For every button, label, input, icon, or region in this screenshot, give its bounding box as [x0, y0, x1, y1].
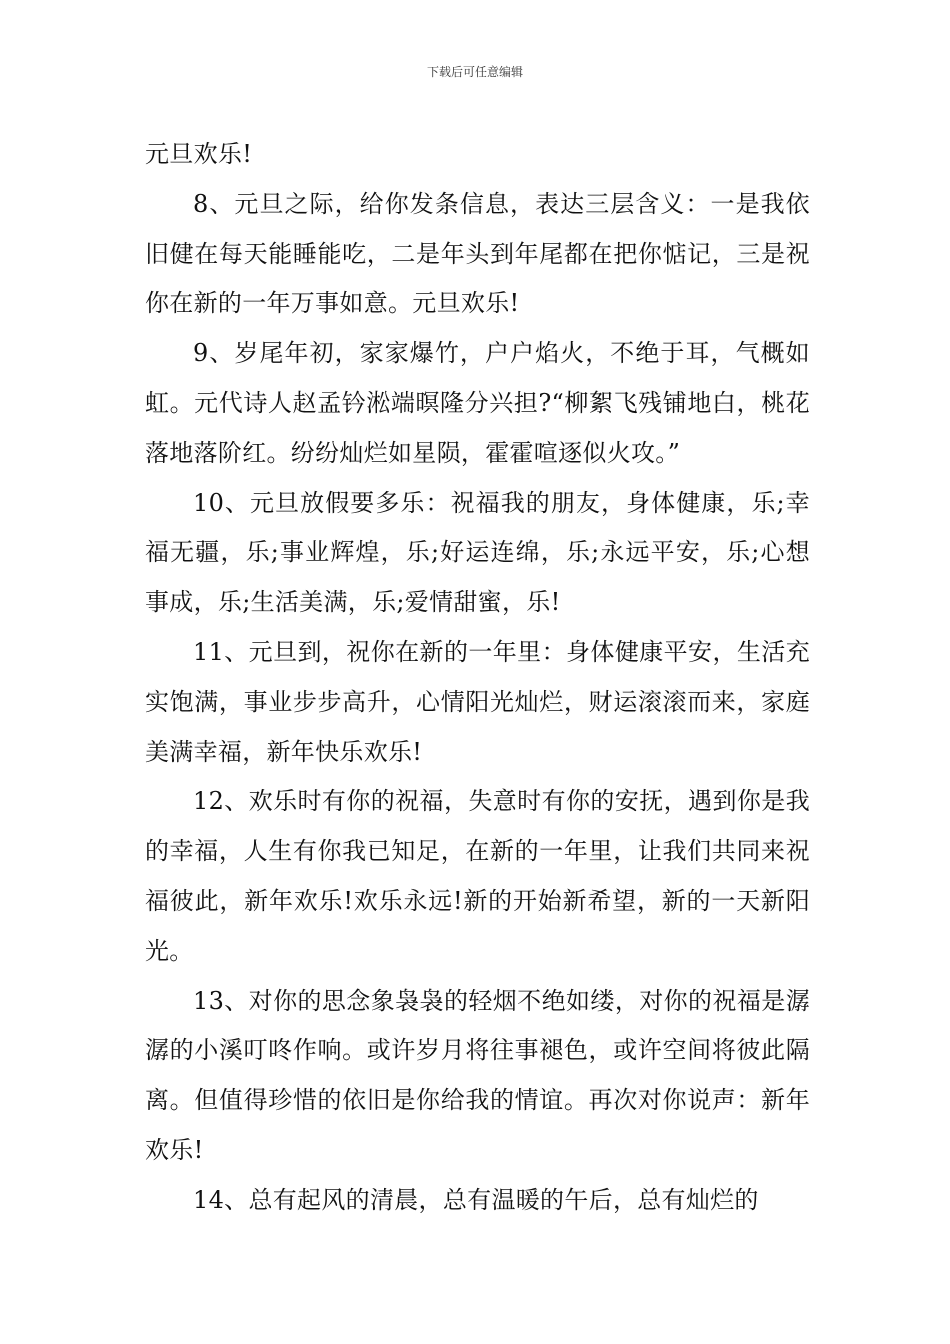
paragraph-5: 11、元旦到，祝你在新的一年里：身体健康平安，生活充实饱满，事业步步高升，心情阳光灿烂，财运滚滚而来，家庭美满幸福，新年快乐欢乐!: [145, 637, 810, 766]
page-header: 下载后可任意编辑: [426, 65, 523, 79]
paragraph-7: 13、对你的思念象袅袅的轻烟不绝如缕，对你的祝福是潺潺的小溪叮咚作响。或许岁月将往事褪色，或许空间将彼此隔离。但值得珍惜的依旧是你给我的情谊。再次对你说声：新年欢乐!: [145, 986, 810, 1164]
document-body: [145, 130, 810, 1226]
paragraph-8: 14、总有起风的清晨，总有温暖的午后，总有灿烂的: [193, 1185, 759, 1214]
paragraph-2: 8、元旦之际，给你发条信息，表达三层含义：一是我依旧健在每天能睡能吃，二是年头到年尾都在把你惦记，三是祝你在新的一年万事如意。元旦欢乐!: [145, 189, 810, 318]
paragraph-1: 元旦欢乐!: [145, 140, 253, 168]
paragraph-6: 12、欢乐时有你的祝福，失意时有你的安抚，遇到你是我的幸福，人生有你我已知足，在新的一年里，让我们共同来祝福彼此，新年欢乐!欢乐永远!新的开始新希望，新的一天新阳光。: [145, 787, 810, 965]
paragraph-4: 10、元旦放假要多乐：祝福我的朋友，身体健康，乐;幸福无疆，乐;事业辉煌，乐;好运连绵，乐;永远平安，乐;心想事成，乐;生活美满，乐;爱情甜蜜，乐!: [145, 488, 810, 617]
paragraph-3: 9、岁尾年初，家家爆竹，户户焰火，不绝于耳，气概如虹。元代诗人赵孟钤淞端暝隆分兴担?“柳絮飞残铺地白，桃花落地落阶红。纷纷灿烂如星陨，霍霍喧逐似火攻。”: [145, 339, 810, 467]
